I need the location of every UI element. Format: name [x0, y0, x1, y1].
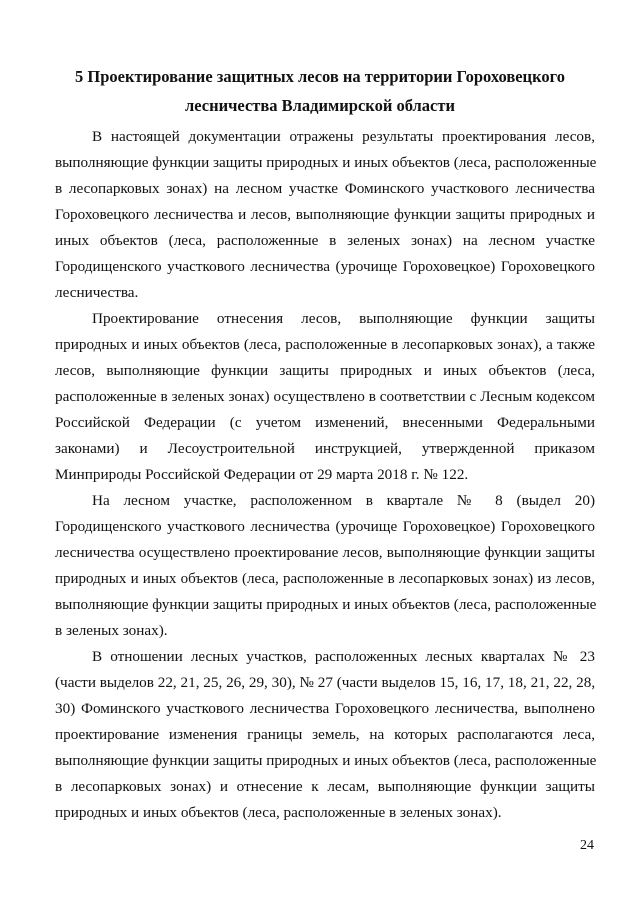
paragraph-line: лесничества осуществлено проектирование лесов, выполняющие функции защиты — [55, 544, 595, 561]
section-heading-line-2: лесничества Владимирской области — [185, 96, 455, 115]
paragraph-line: (части выделов 22, 21, 25, 26, 29, 30), № 27 (части выделов 15, 16, 17, 18, 21, 22, 28, — [55, 674, 596, 691]
paragraph-line: в зеленых зонах). — [55, 622, 168, 639]
paragraph-line: выполняющие функции защиты природных и иных объектов (леса, расположенные — [55, 596, 597, 613]
paragraph-line: Проектирование отнесения лесов, выполняющие функции защиты — [92, 310, 595, 327]
paragraph-line: в лесопарковых зонах) на лесном участке Фоминского участкового лесничества — [55, 180, 595, 197]
paragraph-line: расположенные в зеленых зонах) осуществлено в соответствии с Лесным кодексом — [55, 388, 595, 405]
paragraph-line: природных и иных объектов (леса, расположенные в зеленых зонах). — [55, 804, 502, 821]
paragraph-line: Российской Федерации (с учетом изменений, внесенными Федеральными — [55, 414, 595, 431]
paragraph-line: выполняющие функции защиты природных и иных объектов (леса, расположенные — [55, 752, 597, 769]
paragraph-line: проектирование изменения границы земель, на которых располагаются леса, — [55, 726, 595, 743]
paragraph-line: Городищенского участкового лесничества (урочище Гороховецкое) Гороховецкого — [55, 518, 595, 535]
paragraph-line: Городищенского участкового лесничества (урочище Гороховецкое) Гороховецкого — [55, 258, 595, 275]
paragraph-line: законами) и Лесоустроительной инструкцией, утвержденной приказом — [55, 440, 595, 457]
paragraph-line: в лесопарковых зонах) и отнесение к лесам, выполняющие функции защиты — [55, 778, 595, 795]
paragraph-line: лесничества. — [55, 284, 139, 301]
paragraph-line: В настоящей документации отражены результаты проектирования лесов, — [92, 128, 595, 145]
paragraph-line: природных и иных объектов (леса, расположенные в лесопарковых зонах), а также — [55, 336, 595, 353]
paragraph-line: выполняющие функции защиты природных и иных объектов (леса, расположенные — [55, 154, 597, 171]
paragraph-line: 30) Фоминского участкового лесничества Гороховецкого лесничества, выполнено — [55, 700, 595, 717]
page-number: 24 — [580, 838, 594, 853]
paragraph-line: На лесном участке, расположенном в квартале № 8 (выдел 20) — [92, 492, 595, 509]
section-heading-line-1: 5 Проектирование защитных лесов на территории Гороховецкого — [75, 67, 565, 86]
paragraph-line: Минприроды Российской Федерации от 29 марта 2018 г. № 122. — [55, 466, 469, 483]
paragraph-line: лесов, выполняющие функции защиты природных и иных объектов (леса, — [55, 362, 595, 379]
paragraph-line: Гороховецкого лесничества и лесов, выполняющие функции защиты природных и — [55, 206, 595, 223]
paragraph-line: иных объектов (леса, расположенные в зеленых зонах) на лесном участке — [55, 232, 595, 249]
paragraph-line: природных и иных объектов (леса, расположенные в лесопарковых зонах) из лесов, — [55, 571, 595, 587]
paragraph-line: В отношении лесных участков, расположенных лесных кварталах № 23 — [92, 648, 595, 665]
